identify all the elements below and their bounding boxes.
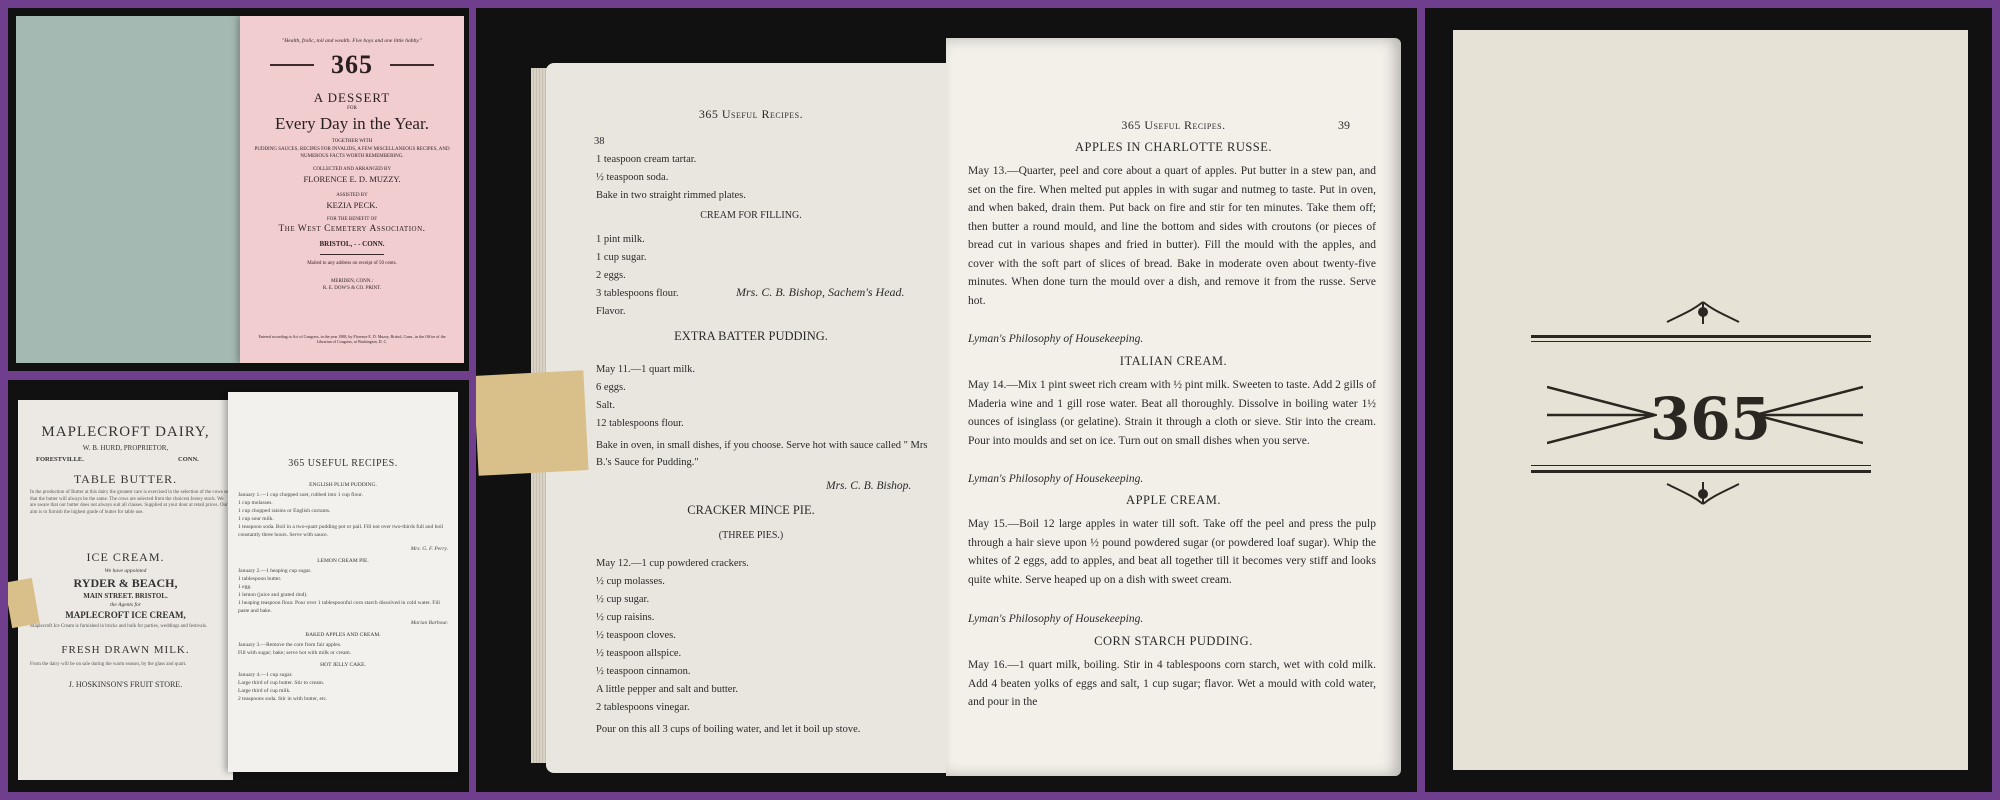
recipe-line: ½ teaspoon cloves. <box>596 630 676 641</box>
top-ornament <box>1663 300 1743 328</box>
title-for: FOR <box>347 106 357 111</box>
recipe-line: Large third of cup milk. <box>238 688 291 694</box>
recipe-line: A little pepper and salt and butter. <box>596 684 739 695</box>
fruit-store: J. HOSKINSON'S FRUIT STORE. <box>68 680 183 689</box>
recipe-line: January 4.—1 cup sugar. <box>238 672 293 678</box>
benefit-label: FOR THE BENEFIT OF <box>327 217 377 222</box>
recipe-title: CORN STARCH PUDDING. <box>1094 634 1253 648</box>
recipe-title: EXTRA BATTER PUDDING. <box>674 329 828 343</box>
recipe-line: 1 cup sugar. <box>596 252 647 263</box>
bottom-rule <box>1531 470 1871 473</box>
recipe-line: 1 pint milk. <box>596 234 645 245</box>
recipe-line: 1 teaspoon cream tartar. <box>596 154 697 165</box>
mailed-note: Mailed to any address on receipt of 50 cents. <box>307 261 397 266</box>
recipe-line: January 3.—Remove the core from fair apples. <box>238 642 342 648</box>
recipe-title: LEMON CREAM PIE. <box>317 558 369 564</box>
green-endpaper <box>16 16 244 363</box>
recipe-line: 2 teaspoons soda. Stir in with butter, etc. <box>238 696 328 702</box>
title-line-2: Every Day in the Year. <box>275 114 429 133</box>
recipe-title: APPLES IN CHARLOTTE RUSSE. <box>1074 140 1273 154</box>
recipe-line: 1 egg. <box>238 584 252 590</box>
collected-label: COLLECTED AND ARRANGED BY <box>313 167 391 172</box>
dairy-state: CONN. <box>178 456 199 463</box>
pink-title-page <box>240 16 464 363</box>
recipe-subtitle: (THREE PIES.) <box>718 530 784 541</box>
recipe-body: May 15.—Boil 12 large apples in water till soft. Take off the peel and press the pulp through a hair sieve upon ½ pound powdered sugar (or powdered loaf sugar). Whip the whites of 2 eggs, add to apples, and beat all together till it becomes very stiff and looks quite white. Serve heaped up on a dish with sweet cream. <box>968 518 1376 586</box>
recipe-signature: Mrs. G. F. Perry. <box>410 546 448 552</box>
recipe-title: ENGLISH PLUM PUDDING. <box>309 482 377 488</box>
recipe-title: ITALIAN CREAM. <box>1119 354 1228 368</box>
top-rule <box>1531 335 1871 338</box>
author-muzzy: FLORENCE E. D. MUZZY. <box>303 174 401 184</box>
book-cover <box>1453 30 1968 770</box>
copyright: Entered according to Act of Congress, in the year 1888, by Florence E. D. Muzzy, Bristol, Conn., in the Office of the Librarian of Congress, at Washington, D. C. <box>258 334 446 344</box>
recipe-line: Flavor. <box>596 306 626 317</box>
recipe-line: 6 eggs. <box>596 382 626 393</box>
photo-open-book <box>476 8 1417 792</box>
photo-advertisement-page <box>8 380 469 792</box>
divider <box>320 254 384 255</box>
fresh-milk-heading: FRESH DRAWN MILK. <box>61 644 190 656</box>
recipe-line: ½ cup molasses. <box>596 576 665 587</box>
title-number: 365 <box>331 50 373 79</box>
agents-text: the Agents for <box>110 602 141 608</box>
ice-cream-description: Maplecroft Ice Cream is furnished in bricks and bulk for parties, weddings and festivals. <box>30 624 208 629</box>
recipe-line: January 2.—1 heaping cup sugar. <box>238 568 312 574</box>
recipe-signature: Lyman's Philosophy of Housekeeping. <box>968 333 1144 345</box>
recipe-body: May 14.—Mix 1 pint sweet rich cream with ½ pint milk. Sweeten to taste. Add 2 gills of Maderia wine and 1 gill rose water. Beat all thoroughly. Dissolve in boiling water 1½ ounces of isinglass (or gelatine). Strain it through a cloth or sieve. Stir into the cream. Pour into moulds and set on ice. Turn out on small dishes when you serve. <box>968 379 1376 447</box>
right-page-39 <box>946 38 1401 776</box>
recipe-body: Bake in oven, in small dishes, if you choose. Serve hot with sauce called " Mrs B.'s Sauce for Pudding." <box>596 440 928 468</box>
recipe-line: ½ cup sugar. <box>596 594 650 605</box>
table-butter-heading: TABLE BUTTER. <box>73 472 178 486</box>
recipe-line: 1 teaspoon soda. Boil in a two-quart pudding pot or pail. Fill not over two-thirds full and boil constantly three hours. Serve with sauce. <box>238 524 444 538</box>
recipe-title: CREAM FOR FILLING. <box>700 210 802 221</box>
recipe-line: 1 lemon (juice and grated rind). <box>238 592 308 598</box>
butter-description: In the production of Butter at this dairy the greatest care is exercised in the selection of the cows so that the butter will always be the same. The cows are selected from the choicest Jersey stock. We are aware that our butter does not always suit all classes. Supplied at your door at retail prices. Our aim is to furnish the highest grade of butter for table use. <box>30 490 229 515</box>
maplecroft-ice-cream: MAPLECROFT ICE CREAM, <box>65 610 186 620</box>
recipe-signature: Mrs. C. B. Bishop, Sachem's Head. <box>736 285 905 299</box>
recipe-line: Bake in two straight rimmed plates. <box>596 190 746 201</box>
subtitle-description: PUDDING SAUCES, RECIPES FOR INVALIDS, A FEW MISCELLANEOUS RECIPES, AND NUMEROUS FACTS WORTH REMEMBERING. <box>254 147 450 159</box>
photo-book-cover <box>1425 8 1992 792</box>
recipe-signature: Lyman's Philosophy of Housekeeping. <box>968 473 1144 485</box>
recipe-title: BAKED APPLES AND CREAM. <box>305 632 381 638</box>
ryder-address: MAIN STREET. BRISTOL. <box>83 592 168 600</box>
recipe-line: ½ cup raisins. <box>596 612 655 623</box>
page-number: 39 <box>1338 118 1350 132</box>
recipe-title: HOT JELLY CAKE. <box>320 662 366 668</box>
recipe-line: Salt. <box>596 400 615 411</box>
page-header: 365 Useful Recipes. <box>698 107 804 121</box>
recipe-title: APPLE CREAM. <box>1126 493 1221 507</box>
recipe-line: May 11.—1 quart milk. <box>596 364 696 375</box>
recipe-body: May 13.—Quarter, peel and core about a quart of apples. Put butter in a stew pan, and set on the fire. When melted put apples in with sugar and nutmeg to taste. Put in oven, and when baked, drain them. Put back on fire and stir for ten minutes. Take them off; then butter a round mould, and line the bottom and sides with croutons (or pieces of bread cut in various shapes and fried in butter). Fill the mould with the apples, and cover with the soft part of slices of bread. Bake in moderate oven about twenty-five minutes. When done turn the mould over a dish, and remove it from the russe. Serve hot. <box>968 165 1376 307</box>
page-header: 365 USEFUL RECIPES. <box>288 458 398 469</box>
page-number: 38 <box>594 136 605 147</box>
subtitle-together: TOGETHER WITH <box>331 139 373 144</box>
recipe-line: 2 tablespoons vinegar. <box>596 702 690 713</box>
place: BRISTOL, - - CONN. <box>319 240 385 248</box>
recipe-line: Large third of cup butter. Stir to cream. <box>238 680 325 686</box>
ornament-left <box>270 64 314 66</box>
printer-name: R. E. DOW'S & CO. PRINT. <box>322 286 382 291</box>
recipe-signature: Mrs. C. B. Bishop. <box>826 480 912 492</box>
recipe-line: 1 heaping teaspoon flour. Pour over 1 tablespoonful corn starch dissolved in cold water. Fill paste and bake. <box>238 600 440 614</box>
recipe-line: 1 cup sour milk. <box>238 516 274 522</box>
recipe-signature: Lyman's Philosophy of Housekeeping. <box>968 613 1144 625</box>
recipe-line: ½ teaspoon soda. <box>596 172 669 183</box>
bottom-ornament <box>1663 478 1743 506</box>
dairy-proprietor: W. B. HURD, PROPRIETOR, <box>82 444 169 452</box>
recipe-line: May 12.—1 cup powdered crackers. <box>596 558 749 569</box>
assisted-label: ASSISTED BY <box>336 193 368 198</box>
advertisement-page <box>18 400 233 780</box>
recipe-line: Fill with sugar; bake; serve hot with milk or cream. <box>238 650 352 656</box>
recipe-line: 3 tablespoons flour. <box>596 288 679 299</box>
recipe-title: CRACKER MINCE PIE. <box>687 503 815 517</box>
recipe-line: January 1.—1 cup chopped suet, rubbed into 1 cup flour. <box>238 492 363 498</box>
recipe-body: Pour on this all 3 cups of boiling water, and let it boil up stove. <box>596 724 861 735</box>
recipe-line: 1 cup molasses. <box>238 500 273 506</box>
ornament-right <box>390 64 434 66</box>
printer-city: MERIDEN, CONN.: <box>330 279 374 284</box>
dairy-town: FORESTVILLE. <box>36 456 84 463</box>
page-header: 365 Useful Recipes. <box>1121 118 1226 132</box>
dairy-name: MAPLECROFT DAIRY, <box>41 424 210 440</box>
association: The West Cemetery Association. <box>278 224 426 234</box>
recipe-line: 12 tablespoons flour. <box>596 418 684 429</box>
recipe-line: ½ teaspoon allspice. <box>596 648 682 659</box>
motto: "Health, frolic, toil and wealth. Five boys and one little hobby." <box>281 38 423 44</box>
milk-description: From the dairy will be on sale during the warm season, by the glass and quart. <box>30 662 187 667</box>
ice-cream-heading: ICE CREAM. <box>86 550 165 564</box>
cover-number: 365 <box>1649 385 1772 453</box>
recipe-page-january <box>228 392 458 772</box>
wooden-bookmark <box>476 370 589 476</box>
recipe-line: 2 eggs. <box>596 270 626 281</box>
title-line-1: A DESSERT <box>313 90 391 105</box>
bottom-rule-thin <box>1531 465 1871 466</box>
right-rays <box>1753 385 1863 445</box>
ryder-beach: RYDER & BEACH, <box>73 576 178 590</box>
recipe-signature: Marian Barbour. <box>410 620 448 626</box>
recipe-line: 1 cup chopped raisins or English currants. <box>238 508 331 514</box>
photo-title-page <box>8 8 469 371</box>
recipe-line: 1 tablespoon butter. <box>238 576 282 582</box>
recipe-body: May 16.—1 quart milk, boiling. Stir in 4 tablespoons corn starch, wet with cold milk. Add 4 beaten yolks of eggs and salt, 1 cup sugar; flavor. Wet a mould with cold water, and pour in the <box>968 659 1376 708</box>
top-rule-thin <box>1531 341 1871 342</box>
appointed-text: We have appointed <box>104 568 147 574</box>
author-peck: KEZIA PECK. <box>326 200 378 210</box>
recipe-line: ½ teaspoon cinnamon. <box>596 666 691 677</box>
left-page-38 <box>546 63 956 773</box>
